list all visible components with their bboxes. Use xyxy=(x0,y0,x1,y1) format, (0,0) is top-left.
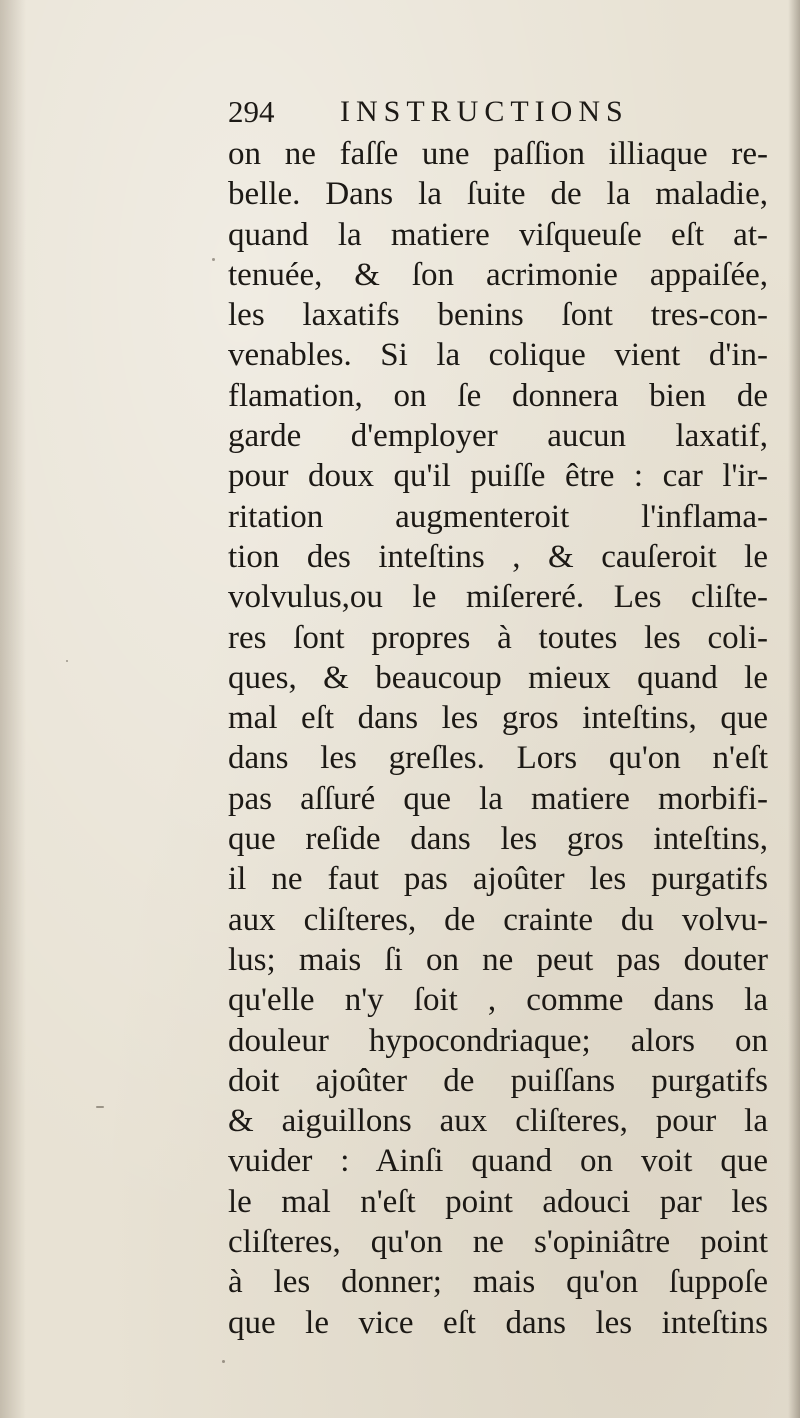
text-line-20: aux cliſteres, de crainte du volvu- xyxy=(228,901,768,938)
text-line-17: pas aſſuré que la matiere morbifi- xyxy=(228,780,768,817)
text-line-12: volvulus,ou le miſereré. Les cliſte- xyxy=(228,579,768,616)
gutter-shadow xyxy=(0,0,26,1418)
paper-speck xyxy=(212,258,215,261)
text-line-28: cliſteres, qu'on ne s'opiniâtre point xyxy=(228,1224,768,1261)
text-line-10: ritation augmenteroit l'inflama- xyxy=(228,498,768,535)
text-line-7: flamation, on ſe donnera bien de xyxy=(228,377,768,414)
page-number: 294 xyxy=(228,94,275,129)
paper-speck xyxy=(96,1106,104,1108)
text-line-16: dans les greſles. Lors qu'on n'eſt xyxy=(228,740,768,777)
text-line-25: & aiguillons aux cliſteres, pour la xyxy=(228,1103,768,1140)
running-header xyxy=(228,92,748,132)
text-line-4: tenuée, & ſon acrimonie appaiſée, xyxy=(228,256,768,293)
text-line-6: venables. Si la colique vient d'in- xyxy=(228,337,768,374)
text-line-19: il ne faut pas ajoûter les purgatifs xyxy=(228,861,768,898)
text-line-13: res ſont propres à toutes les coli- xyxy=(228,619,768,656)
text-line-24: doit ajoûter de puiſſans purgatifs xyxy=(228,1062,768,1099)
text-line-30: que le vice eſt dans les inteſtins xyxy=(228,1304,768,1341)
running-title: INSTRUCTIONS xyxy=(340,95,629,128)
text-line-2: belle. Dans la ſuite de la maladie, xyxy=(228,176,768,213)
text-line-21: lus; mais ſi on ne peut pas douter xyxy=(228,941,768,978)
text-line-23: douleur hypocondriaque; alors on xyxy=(228,1022,768,1059)
text-line-3: quand la matiere viſqueuſe eſt at- xyxy=(228,216,768,253)
text-line-9: pour doux qu'il puiſſe être : car l'ir- xyxy=(228,458,768,495)
text-line-5: les laxatifs benins ſont tres-con- xyxy=(228,297,768,334)
paper-speck xyxy=(66,660,68,662)
text-line-27: le mal n'eſt point adouci par les xyxy=(228,1183,768,1220)
text-line-18: que reſide dans les gros inteſtins, xyxy=(228,821,768,858)
text-line-8: garde d'employer aucun laxatif, xyxy=(228,418,768,455)
text-line-22: qu'elle n'y ſoit , comme dans la xyxy=(228,982,768,1019)
text-line-29: à les donner; mais qu'on ſuppoſe xyxy=(228,1264,768,1301)
text-line-15: mal eſt dans les gros inteſtins, que xyxy=(228,700,768,737)
text-line-11: tion des inteſtins , & cauſeroit le xyxy=(228,538,768,575)
body-text xyxy=(228,134,768,1343)
paper-speck xyxy=(222,1360,225,1363)
text-line-14: ques, & beaucoup mieux quand le xyxy=(228,659,768,696)
page-edge-shadow xyxy=(788,0,800,1418)
text-line-1: on ne faſſe une paſſion illiaque re- xyxy=(228,136,768,172)
text-line-26: vuider : Ainſi quand on voit que xyxy=(228,1143,768,1180)
